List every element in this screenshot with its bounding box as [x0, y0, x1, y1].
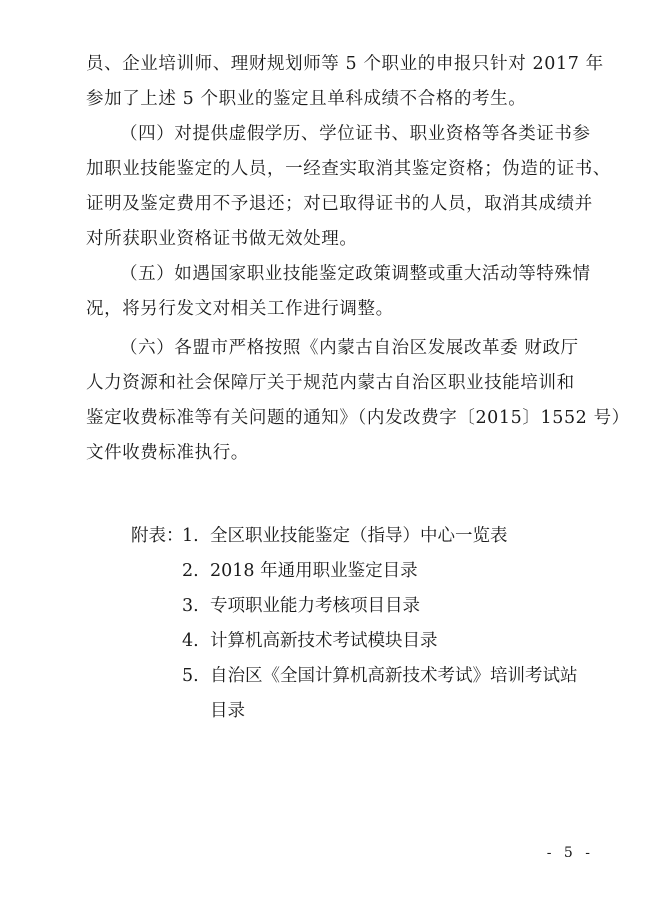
- body-line-1: 员、企业培训师、理财规划师等 5 个职业的申报只针对 2017 年: [86, 54, 604, 74]
- appendix-item-text: 2018 年通用职业鉴定目录: [210, 561, 418, 581]
- appendix-item-number: 5.: [182, 666, 199, 686]
- appendix-item-4: [182, 629, 438, 653]
- appendix-item-text: 计算机高新技术考试模块目录: [210, 631, 438, 651]
- section-4-line-4: 对所获职业资格证书做无效处理。: [86, 229, 358, 249]
- body-line-2: 参加了上述 5 个职业的鉴定且单科成绩不合格的考生。: [86, 89, 527, 109]
- appendix-item-number: 4.: [182, 631, 199, 651]
- appendix-item-2: [182, 559, 418, 583]
- appendix-item-number: 3.: [182, 596, 199, 616]
- page-number: - 5 -: [546, 845, 594, 861]
- section-5-line-1: （五）如遇国家职业技能鉴定政策调整或重大活动等特殊情: [120, 264, 591, 284]
- appendix-item-5: [182, 664, 578, 688]
- appendix-label: 附表：: [131, 526, 184, 546]
- section-6-line-3: 鉴定收费标准等有关问题的通知》（内发改费字〔2015〕1552 号）: [86, 408, 630, 428]
- section-6-line-4: 文件收费标准执行。: [86, 443, 249, 463]
- appendix-item-5-continuation: 目录: [210, 701, 245, 721]
- appendix-item-1: [182, 524, 508, 548]
- appendix-item-text: 自治区《全国计算机高新技术考试》培训考试站: [210, 666, 578, 686]
- appendix-item-3: [182, 594, 420, 618]
- section-4-line-1: （四）对提供虚假学历、学位证书、职业资格等各类证书参: [120, 124, 591, 144]
- section-6-line-2: 人力资源和社会保障厅关于规范内蒙古自治区职业技能培训和: [86, 373, 575, 393]
- appendix-item-number: 1.: [182, 526, 199, 546]
- appendix-item-number: 2.: [182, 561, 199, 581]
- section-6-line-1: （六）各盟市严格按照《内蒙古自治区发展改革委 财政厅: [120, 338, 579, 358]
- appendix-item-text: 专项职业能力考核项目目录: [210, 596, 420, 616]
- section-4-line-2: 加职业技能鉴定的人员，一经查实取消其鉴定资格；伪造的证书、: [86, 159, 611, 179]
- section-5-line-2: 况，将另行发文对相关工作进行调整。: [86, 299, 394, 319]
- section-4-line-3: 证明及鉴定费用不予退还；对已取得证书的人员，取消其成绩并: [86, 194, 593, 214]
- appendix-item-text: 全区职业技能鉴定（指导）中心一览表: [210, 526, 508, 546]
